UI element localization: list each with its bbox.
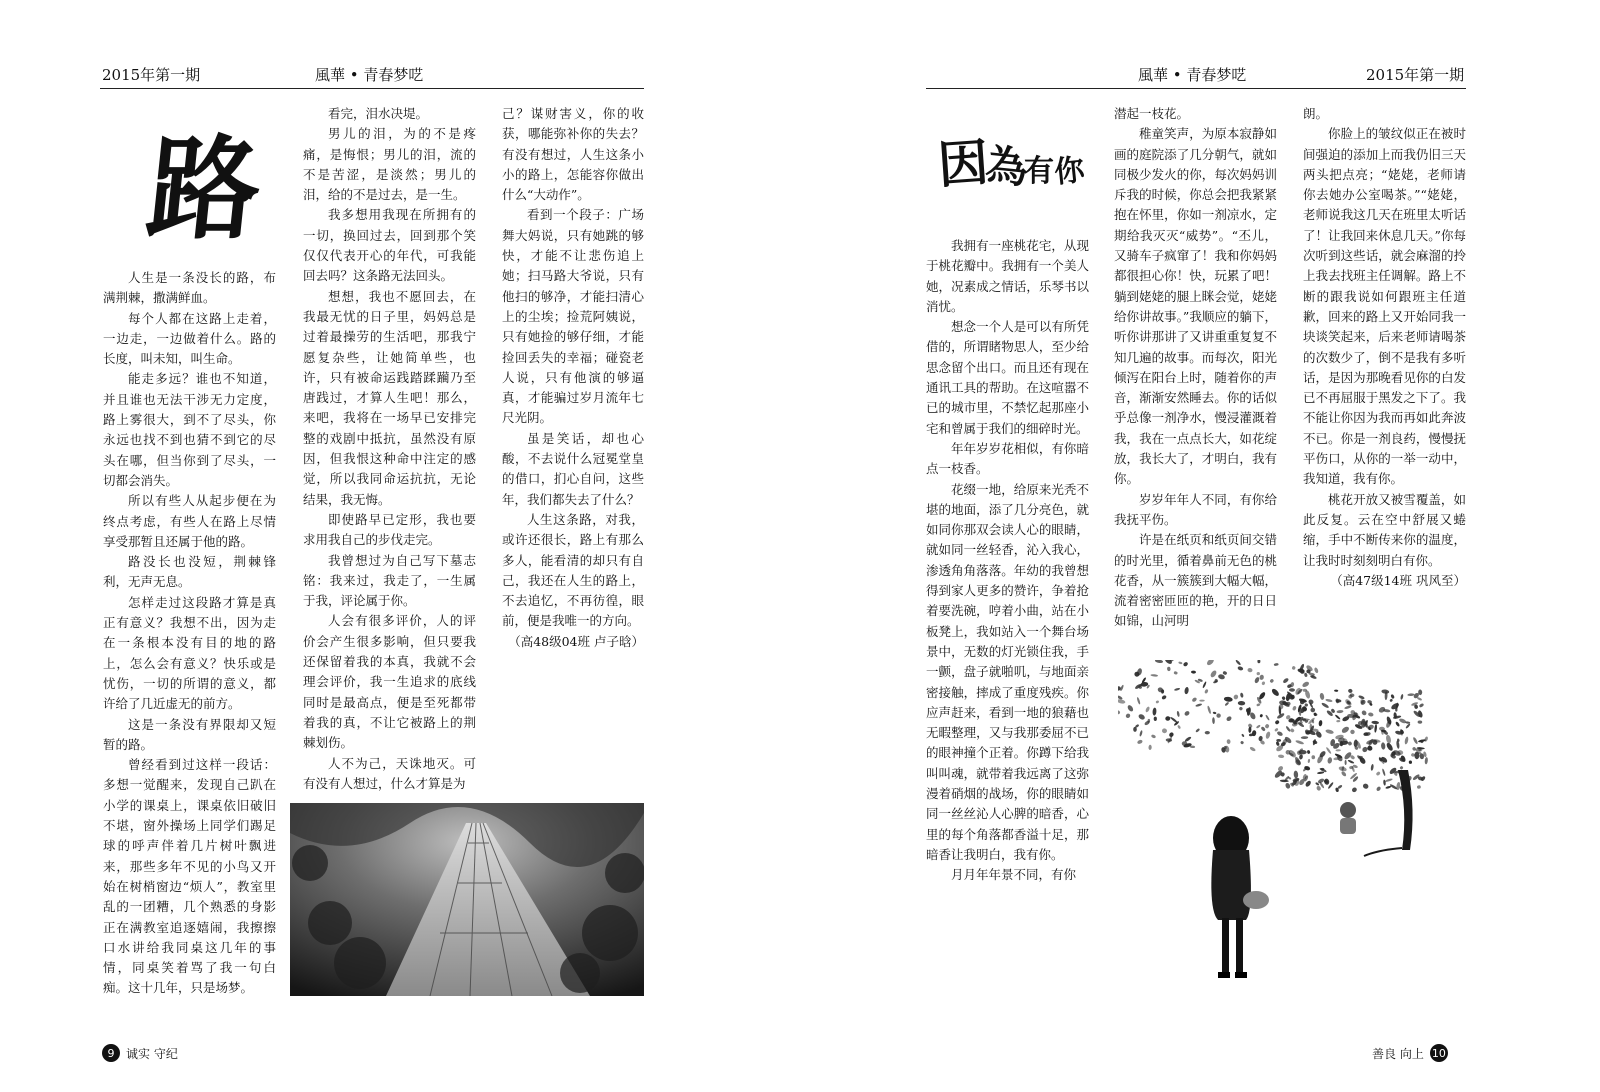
title-char: 有: [1024, 154, 1055, 189]
paragraph: 每个人都在这路上走着，一边走，一边做着什么。路的长度，叫未知，叫生命。: [103, 310, 276, 367]
paragraph: 我拥有一座桃花宅，从现于桃花瓣中。我拥有一个美人她，况素成之情话，乐琴书以消忧。: [926, 238, 1089, 314]
paragraph: 稚童笑声，为原本寂静如画的庭院添了几分朝气，就如同极少发火的你，每次妈妈训斥我的时候，你总会把我紧紧抱在怀里，你如一剂凉水，定期给我灭灭“威势”。“丕儿，又骑车子疯窜了！我和你妈妈都很担心你！快，玩累了吧！躺到姥姥的腿上眯会觉，姥姥给你讲故事。”我顺应的躺下，听你讲那讲了又讲重重复复不知几遍的故事。而每次，阳光倾泻在阳台上时，随着你的声音，渐渐安然睡去。你的话似乎总像一剂净水，慢浸灌溉着我，我在一点点长大，如花绽放，我长大了，才明白，我有你。: [1114, 126, 1277, 487]
header-column-title: 風華 • 青春梦呓: [315, 66, 424, 84]
paragraph: 怎样走过这段路才算是真正有意义？我想不出，因为走在一条根本没有目的地的路上，怎么会有意义？快乐或是忧伤，一切的所谓的意义，都许给了几近虚无的前方。: [103, 594, 276, 712]
header-issue: 2015年第一期: [1366, 66, 1465, 84]
paragraph: 朗。: [1303, 106, 1329, 121]
header-rule: [100, 88, 644, 89]
page-number: 10: [1430, 1044, 1448, 1062]
paragraph: 虽是笑话，却也心酸，不去说什么冠冕堂皇的借口，扪心自问，这些年，我们都失去了什么？: [502, 430, 644, 507]
paragraph: 人生是一条没长的路，布满荆棘，撒满鲜血。: [103, 270, 276, 306]
header-rule: [926, 88, 1466, 89]
paragraph: 路没长也没短，荆棘锋利，无声无息。: [103, 554, 276, 590]
paragraph: 这是一条没有界限却又短暂的路。: [103, 716, 276, 752]
paragraph: 男儿的泪，为的不是疼痛，是悔恨；男儿的泪，流的不是苦涩，是淡然；男儿的泪，给的不是过去，是一生。: [303, 126, 476, 203]
paragraph: 我曾想过为自己写下墓志铭：我来过，我走了，一生属于我，评论属于你。: [303, 552, 476, 609]
footer-motto: 善良 向上: [1372, 1046, 1424, 1061]
right-column-2: [1114, 104, 1277, 652]
title-char: 為: [983, 139, 1031, 194]
page-number: 9: [102, 1044, 120, 1062]
title-char: 因: [936, 133, 991, 195]
article-title: 路: [141, 124, 264, 255]
left-column-3: [502, 104, 644, 754]
paragraph: 看到一个段子：广场舞大妈说，只有她跳的够快，才能不让悲伤追上她；扫马路大爷说，只有他扫的够净，才能扫清心上的尘埃；捡荒阿姨说，只有她捡的够仔细，才能捡回丢失的幸福；碰瓷老人说，只有他演的够逼真，才能骗过岁月流年七尺光阴。: [502, 207, 644, 426]
right-footer: [1372, 1044, 1448, 1062]
title-char: 你: [1052, 152, 1087, 191]
paragraph: 人生这条路，对我，或许还很长，路上有那么多人，能看清的却只有自己，我还在人生的路上，不去追忆，不再彷徨，眼前，便是我唯一的方向。: [502, 511, 644, 629]
paragraph: 许是在纸页和纸页间交错的时光里，循着鼻前无色的桃花香，从一簇簇到大幅大幅，流着密密匝匝的艳，开的日日如锦，山河明: [1114, 532, 1277, 629]
paragraph: 岁岁年年人不同，有你给我抚平伤。: [1114, 491, 1277, 527]
paragraph: 即使路早已定形，我也要求用我自己的步伐走完。: [303, 511, 476, 548]
paragraph: 想念一个人是可以有所凭借的，所谓睹物思人，至少给思念留个出口。而且还有现在通讯工具的帮助。在这喧嚣不已的城市里，不禁忆起那座小宅和曾属于我们的细碎时光。: [926, 319, 1089, 436]
paragraph: 想想，我也不愿回去，在我最无忧的日子里，妈妈总是过着最操劳的生活吧，那我宁愿复杂些，让她简单些，也许，只有被命运践踏蹂躏乃至唐践过，才算人生吧！那么，来吧，我将在一场早已安排完整的戏剧中抵抗，虽然没有原因，但我恨这种命中注定的感觉，所以我同命运抗抗，无论结果，我无悔。: [303, 288, 476, 507]
paragraph: 年年岁岁花相似，有你暗点一枝香。: [926, 440, 1089, 477]
paragraph: 曾经看到过这样一段话：多想一觉醒来，发现自己趴在小学的课桌上，课桌依旧破旧不堪，窗外操场上同学们踢足球的呼声伴着几片树叶飘进来，那些多年不见的小鸟又开始在树梢窗边“烦人”，教室里乱的一团糟，几个熟悉的身影正在满教室追逐嬉闹，我擦擦口水讲给我同桌这几年的事情，同桌笑着骂了我一句白痴。这十几年，只是场梦。: [103, 757, 276, 996]
left-footer: [102, 1044, 178, 1062]
right-page: [800, 0, 1600, 1092]
paragraph: 己？谋财害义，你的收获，哪能弥补你的失去？有没有想过，人生这条小小的路上，怎能容你做出什么“大动作”。: [502, 106, 644, 203]
left-column-1: [103, 268, 276, 1000]
paragraph: 看完，泪水决堤。: [328, 106, 429, 121]
paragraph: 人不为己，天诛地灭。可有没有人想过，什么才算是为: [303, 755, 476, 791]
paragraph: 潜起一枝花。: [1114, 106, 1190, 121]
paragraph: 我多想用我现在所拥有的一切，换回过去，回到那个笑仅仅代表开心的年代，可我能回去吗？这条路无法回头。: [303, 207, 476, 284]
right-column-3: [1303, 104, 1466, 652]
paragraph: 所以有些人从起步便在为终点考虑，有些人在路上尽情享受那暂且还属于他的路。: [103, 493, 276, 549]
paragraph: （高48级04班 卢子晗）: [508, 633, 644, 649]
paragraph: 人会有很多评价，人的评价会产生很多影响，但只要我还保留着我的本真，我就不会理会评价，我一生追求的底线同时是最高点，便是至死都带着我的真，不让它被路上的荆棘划伤。: [303, 613, 476, 751]
footer-motto: 诚实 守纪: [126, 1046, 178, 1061]
paragraph: 花缀一地，给原来光秃不堪的地面，添了几分亮色，就如同你那双会读人心的眼睛，就如同一丝轻香，沁入我心，渗透角角落落。年幼的我曾想得到家人更多的赞许，争着抢着要洗碗，哼着小曲，站在小板凳上，我如站入一个舞台场景中，无数的灯光锁住我，手一颤，盘子就啪叽，与地面亲密接触，摔成了重度残疾。你应声赶来，看到一地的狼藉也无暇整理，又与我那委屈不已的眼神撞个正着。你蹲下给我叫叫魂，就带着我远离了这弥漫着硝烟的战场，你的眼睛如同一丝丝沁人心脾的暗香，心里的每个角落都香溢十足，那暗香让我明白，我有你。: [926, 481, 1089, 862]
paragraph: 你脸上的皱纹似正在被时间强迫的添加上而我仍旧三天两头把点亮；“姥姥，老师请你去她办公室喝茶。”“姥姥，老师说我这几天在班里太听话了！让我回来休息几天。”你每次听到这些话，就会麻溜的拎上我去找班主任调解。路上不断的跟我说如何跟班主任道歉，回来的路上又开始同我一块谈笑起来，后来老师请喝茶的次数少了，倒不是我有多听话，是因为那晚看见你的白发已不再屈服于黑发之下了。我不能让你因为我而再如此奔波不已。你是一剂良药，慢慢抚平伤口，从你的一举一动中，我知道，我有你。: [1303, 126, 1466, 487]
header-issue: 2015年第一期: [102, 66, 201, 84]
left-column-2: [303, 104, 476, 796]
paragraph: 能走多远？谁也不知道，并且谁也无法干涉无力定度，路上雾很大，到不了尽头，你永远也找不到也猜不到它的尽头在哪，但当你到了尽头，一切都会消失。: [103, 371, 276, 488]
header-column-title: 風華 • 青春梦呓: [1138, 66, 1247, 84]
article-title: [938, 124, 1090, 210]
paragraph: （高47级14班 巩风至）: [1330, 572, 1466, 588]
wooden-path-photo: [290, 803, 644, 996]
right-column-1: [926, 236, 1089, 946]
paragraph: 月月年年景不同，有你: [951, 867, 1077, 883]
tree-and-girl-illustration: [1118, 660, 1438, 990]
paragraph: 桃花开放又被雪覆盖，如此反复。云在空中舒展又蜷缩，手中不断传来你的温度，让我时时刻刻明白有你。: [1303, 491, 1466, 568]
